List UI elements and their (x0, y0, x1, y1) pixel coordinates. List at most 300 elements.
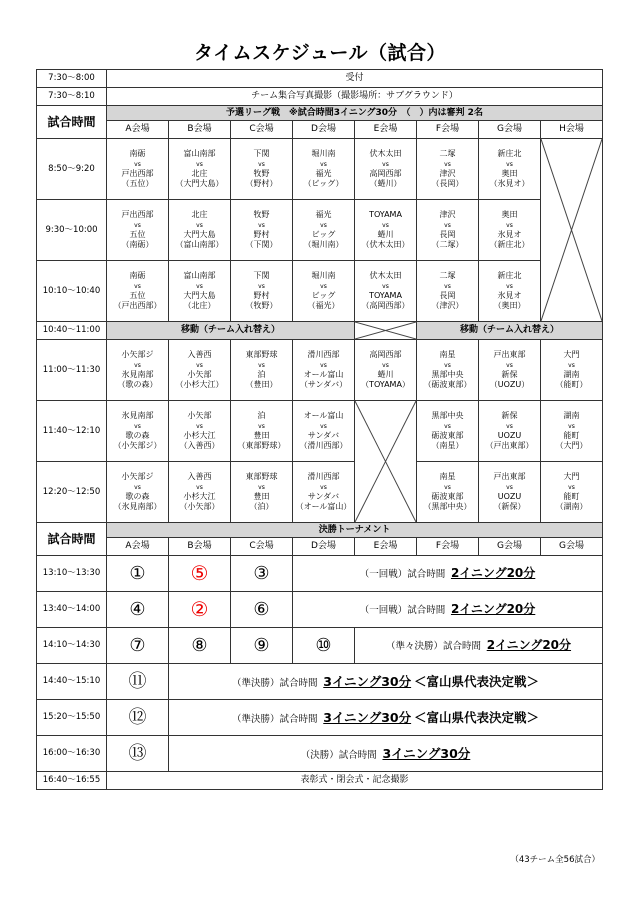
team-a: 二塚 (439, 271, 456, 280)
match-cell (479, 340, 541, 401)
team-b: 長岡 (439, 291, 456, 300)
umpire: （氷見南部） (113, 502, 162, 511)
vs-label: vs (258, 484, 265, 491)
team-a: 新庄北 (497, 271, 522, 280)
vs-label: vs (382, 161, 389, 168)
team-a: 津沢 (439, 210, 456, 219)
match-cell (107, 139, 169, 200)
team-b: 歌の森 (125, 492, 150, 501)
match-cell (541, 340, 603, 401)
match-cell (417, 200, 479, 261)
vs-label: vs (506, 423, 513, 430)
team-a: 富山南部 (183, 271, 216, 280)
tournament-row (37, 556, 603, 592)
match-cell (107, 261, 169, 322)
game-number (293, 628, 355, 664)
team-a: 小矢部 (187, 411, 212, 420)
match-cell (107, 340, 169, 401)
umpire: （二塚） (431, 240, 464, 249)
duration-label: 3イニング30分 (382, 745, 471, 761)
vs-label: vs (196, 222, 203, 229)
team-a: 下関 (253, 271, 270, 280)
team-a: 奥田 (501, 210, 518, 219)
league-row (37, 462, 603, 523)
vs-label: vs (444, 222, 451, 229)
event-cell: チーム集合写真撮影（撮影場所：サブグラウンド） (107, 88, 603, 106)
team-b: サンダバ (307, 492, 340, 501)
vs-label: vs (320, 362, 327, 369)
umpire: （堀川南） (303, 240, 344, 249)
umpire: （小杉大江） (175, 380, 224, 389)
team-a: 堀川南 (311, 271, 336, 280)
vs-label: vs (134, 161, 141, 168)
team-b: 歌の森 (125, 431, 150, 440)
umpire: （富山南部） (175, 240, 224, 249)
time-cell: 15:20～15:50 (37, 700, 107, 736)
tournament-row (37, 592, 603, 628)
vs-label: vs (568, 484, 575, 491)
reception-row (37, 70, 603, 88)
team-a: 下関 (253, 149, 270, 158)
match-cell (169, 462, 231, 523)
duration-label: 2イニング20分 (486, 638, 572, 653)
team-a: TOYAMA (369, 210, 402, 219)
venue-header: G会場 (541, 538, 603, 556)
umpire: （新保） (493, 502, 526, 511)
umpire: （UOZU） (489, 380, 530, 389)
time-cell: 12:20～12:50 (37, 462, 107, 523)
league-row (37, 261, 603, 322)
match-time-label: 試合時間 (37, 106, 107, 139)
umpire: （小矢部ジ） (113, 441, 162, 450)
team-b: 大門大島 (183, 230, 216, 239)
team-a: 伏木太田 (369, 149, 402, 158)
match-cell (107, 200, 169, 261)
game-number-label: ⑧ (191, 634, 208, 656)
game-number-label: ⑩ (315, 634, 332, 656)
match-cell (231, 261, 293, 322)
match-cell (293, 261, 355, 322)
venue-header: C会場 (231, 121, 293, 139)
team-a: 泊 (257, 411, 266, 420)
team-b: 戸出西部 (121, 169, 154, 178)
umpire: （歌の森） (117, 380, 158, 389)
time-cell: 14:10～14:30 (37, 628, 107, 664)
team-a: 牧野 (253, 210, 270, 219)
team-b: 蜷川 (377, 230, 394, 239)
vs-label: vs (134, 222, 141, 229)
game-number-label: ⑨ (253, 634, 270, 656)
match-cell (355, 340, 417, 401)
venue-header: C会場 (231, 538, 293, 556)
time-cell: 10:10～10:40 (37, 261, 107, 322)
round-label: （決勝）試合時間 (300, 749, 377, 761)
vs-label: vs (568, 362, 575, 369)
match-cell (479, 462, 541, 523)
venue-header: G会場 (479, 538, 541, 556)
team-a: 二塚 (439, 149, 456, 158)
game-number (231, 628, 293, 664)
team-a: 新保 (501, 411, 518, 420)
team-a: 戸出東部 (493, 350, 526, 359)
time-cell: 13:40～14:00 (37, 592, 107, 628)
match-time-label: 試合時間 (37, 523, 107, 556)
umpire: （南星） (431, 441, 464, 450)
team-a: 滑川西部 (307, 350, 340, 359)
match-cell (417, 340, 479, 401)
vs-label: vs (196, 161, 203, 168)
vs-label: vs (258, 222, 265, 229)
round-info (169, 700, 603, 736)
league-row (37, 401, 603, 462)
match-cell (417, 401, 479, 462)
vs-label: vs (506, 222, 513, 229)
game-number-label: ⑤ (190, 561, 209, 586)
team-b: 牧野 (253, 169, 270, 178)
team-a: 福光 (315, 210, 332, 219)
umpire: （豊田） (245, 380, 278, 389)
league-title-row (37, 106, 603, 121)
match-cell (293, 462, 355, 523)
vs-label: vs (382, 222, 389, 229)
team-b: 小杉大江 (183, 492, 216, 501)
cross-mark (355, 322, 416, 339)
vs-label: vs (258, 283, 265, 290)
umpire: （大門） (555, 441, 588, 450)
round-label: （一回戦）試合時間 (359, 605, 446, 617)
umpire: （泊） (249, 502, 274, 511)
umpire: （南砺） (121, 240, 154, 249)
team-b: サンダバ (307, 431, 340, 440)
umpire: （蜷川） (369, 179, 402, 188)
league-venue-row (37, 121, 603, 139)
match-cell (417, 139, 479, 200)
venue-header: H会場 (541, 121, 603, 139)
team-a: 湖南 (563, 411, 580, 420)
team-a: 滑川西部 (307, 472, 340, 481)
vs-label: vs (506, 484, 513, 491)
time-cell: 16:40～16:55 (37, 772, 107, 790)
team-a: 北庄 (191, 210, 208, 219)
team-b: 泊 (257, 370, 266, 379)
umpire: （氷見オ） (489, 179, 530, 188)
tournament-row (37, 736, 603, 772)
team-b: オール富山 (303, 370, 344, 379)
team-b: UOZU (497, 431, 522, 440)
team-a: 南砺 (129, 149, 146, 158)
game-number (169, 628, 231, 664)
duration-label: 2イニング20分 (450, 566, 536, 581)
final-note: ＜富山県代表決定戦＞ (413, 709, 539, 725)
page-title: タイムスケジュール（試合） (194, 42, 446, 64)
venue-header: F会場 (417, 538, 479, 556)
umpire: （サンダバ） (299, 380, 348, 389)
match-cell (541, 401, 603, 462)
duration-label: 2イニング20分 (450, 602, 536, 617)
unused-cross-cell (355, 322, 417, 340)
umpire: （戸出西部） (113, 301, 162, 310)
team-a: 南星 (439, 350, 456, 359)
team-a: 小矢部ジ (121, 472, 154, 481)
match-cell (293, 340, 355, 401)
umpire: （小矢部） (179, 502, 220, 511)
round-info (169, 736, 603, 772)
team-b: 北庄 (191, 169, 208, 178)
game-number-label: ① (129, 562, 146, 584)
round-info (293, 556, 603, 592)
team-b: 小矢部 (187, 370, 212, 379)
game-number-label: ⑦ (129, 634, 146, 656)
team-b: 湖南 (563, 370, 580, 379)
match-cell (231, 462, 293, 523)
team-b: 大門大島 (183, 291, 216, 300)
team-a: 東部野球 (245, 350, 278, 359)
cross-mark (355, 401, 416, 522)
team-a: 入善西 (187, 472, 212, 481)
vs-label: vs (134, 283, 141, 290)
team-a: 大門 (563, 472, 580, 481)
game-number-label: ⑫ (128, 706, 147, 728)
team-b: 高岡西部 (369, 169, 402, 178)
schedule-table (36, 69, 603, 790)
team-a: 黒部中央 (431, 411, 464, 420)
team-a: 伏木太田 (369, 271, 402, 280)
match-cell (417, 462, 479, 523)
league-row (37, 139, 603, 200)
vs-label: vs (320, 222, 327, 229)
unused-cross-cell (541, 139, 603, 322)
vs-label: vs (320, 484, 327, 491)
umpire: （ビッグ） (303, 179, 344, 188)
vs-label: vs (506, 362, 513, 369)
tournament-venue-row (37, 538, 603, 556)
move-label: 移動（チーム入れ替え） (107, 322, 355, 340)
venue-header: B会場 (169, 538, 231, 556)
game-number (169, 592, 231, 628)
match-cell (479, 401, 541, 462)
venue-header: D会場 (293, 538, 355, 556)
team-b: 氷見南部 (121, 370, 154, 379)
team-b: 野村 (253, 291, 270, 300)
team-b: ビッグ (311, 230, 336, 239)
match-cell (169, 401, 231, 462)
team-a: 南砺 (129, 271, 146, 280)
team-b: 能町 (563, 492, 580, 501)
league-row (37, 340, 603, 401)
venue-header: F会場 (417, 121, 479, 139)
match-cell (479, 139, 541, 200)
team-b: 福光 (315, 169, 332, 178)
vs-label: vs (320, 283, 327, 290)
team-a: 南星 (439, 472, 456, 481)
team-b: 津沢 (439, 169, 456, 178)
game-number (231, 556, 293, 592)
game-number (107, 628, 169, 664)
umpire: （五位） (121, 179, 154, 188)
match-cell (169, 340, 231, 401)
vs-label: vs (444, 283, 451, 290)
umpire: （伏木太田） (361, 240, 410, 249)
game-number (107, 700, 169, 736)
team-a: 堀川南 (311, 149, 336, 158)
game-number-label: ⑥ (253, 598, 270, 620)
time-cell: 10:40～11:00 (37, 322, 107, 340)
cross-mark (541, 139, 602, 321)
game-number (107, 736, 169, 772)
time-cell: 7:30～8:10 (37, 88, 107, 106)
match-cell (231, 200, 293, 261)
umpire: （戸出東部） (485, 441, 534, 450)
game-number-label: ③ (253, 562, 270, 584)
round-label: （一回戦）試合時間 (359, 569, 446, 581)
tournament-row (37, 664, 603, 700)
time-cell: 11:40～12:10 (37, 401, 107, 462)
game-number (107, 556, 169, 592)
game-number-label: ⑪ (128, 670, 147, 692)
vs-label: vs (506, 161, 513, 168)
unused-cross-cell (355, 401, 417, 523)
tournament-row (37, 628, 603, 664)
venue-header: B会場 (169, 121, 231, 139)
vs-label: vs (320, 423, 327, 430)
time-cell: 8:50～9:20 (37, 139, 107, 200)
footnote: （43チーム全56試合） (510, 855, 600, 865)
match-cell (169, 261, 231, 322)
vs-label: vs (444, 161, 451, 168)
vs-label: vs (258, 161, 265, 168)
team-a: 小矢部ジ (121, 350, 154, 359)
vs-label: vs (382, 283, 389, 290)
vs-label: vs (196, 484, 203, 491)
vs-label: vs (134, 362, 141, 369)
vs-label: vs (134, 484, 141, 491)
team-b: 能町 (563, 431, 580, 440)
match-cell (355, 139, 417, 200)
umpire: （福光） (307, 301, 340, 310)
umpire: （長岡） (431, 179, 464, 188)
move-label: 移動（チーム入れ替え） (417, 322, 603, 340)
team-b: 長岡 (439, 230, 456, 239)
team-b: 野村 (253, 230, 270, 239)
league-title: 予選リーグ戦 ※試合時間3イニング30分 （ ）内は審判 2名 (107, 106, 603, 121)
team-b: 氷見オ (497, 291, 522, 300)
tournament-title-row (37, 523, 603, 538)
vs-label: vs (196, 362, 203, 369)
vs-label: vs (506, 283, 513, 290)
ceremony-row (37, 772, 603, 790)
umpire: （湖南） (555, 502, 588, 511)
vs-label: vs (444, 423, 451, 430)
team-b: 五位 (129, 291, 146, 300)
umpire: （野村） (245, 179, 278, 188)
tournament-title: 決勝トーナメント (107, 523, 603, 538)
time-cell: 9:30～10:00 (37, 200, 107, 261)
umpire: （奥田） (493, 301, 526, 310)
venue-header: A会場 (107, 538, 169, 556)
venue-header: E会場 (355, 538, 417, 556)
umpire: （大門大島） (175, 179, 224, 188)
event-cell: 表彰式・閉会式・記念撮影 (107, 772, 603, 790)
match-cell (541, 462, 603, 523)
game-number (107, 592, 169, 628)
game-number (107, 664, 169, 700)
round-label: （準決勝）試合時間 (232, 677, 318, 689)
venue-header: D会場 (293, 121, 355, 139)
match-cell (231, 139, 293, 200)
match-cell (107, 462, 169, 523)
umpire: （滑川西部） (299, 441, 348, 450)
move-row (37, 322, 603, 340)
team-b: ビッグ (311, 291, 336, 300)
team-b: 黒部中央 (431, 370, 464, 379)
duration-label: 3イニング30分 (323, 673, 412, 689)
match-cell (293, 139, 355, 200)
time-cell: 7:30～8:00 (37, 70, 107, 88)
team-b: 小杉大江 (183, 431, 216, 440)
vs-label: vs (134, 423, 141, 430)
umpire: （下関） (245, 240, 278, 249)
vs-label: vs (444, 484, 451, 491)
vs-label: vs (568, 423, 575, 430)
team-b: 砺波東部 (431, 492, 464, 501)
match-cell (417, 261, 479, 322)
match-cell (293, 200, 355, 261)
final-note: ＜富山県代表決定戦＞ (413, 673, 539, 689)
time-cell: 13:10～13:30 (37, 556, 107, 592)
team-b: 豊田 (253, 492, 270, 501)
match-cell (169, 200, 231, 261)
vs-label: vs (258, 423, 265, 430)
team-a: 東部野球 (245, 472, 278, 481)
venue-header: G会場 (479, 121, 541, 139)
league-row (37, 200, 603, 261)
match-cell (231, 340, 293, 401)
vs-label: vs (382, 362, 389, 369)
team-a: 高岡西部 (369, 350, 402, 359)
umpire: （牧野） (245, 301, 278, 310)
game-number-label: ④ (129, 598, 146, 620)
game-number-label: ⑬ (128, 742, 147, 764)
match-cell (479, 200, 541, 261)
team-b: 新保 (501, 370, 518, 379)
match-cell (231, 401, 293, 462)
umpire: （入善西） (179, 441, 220, 450)
umpire: （砺波東部） (423, 380, 472, 389)
round-info (293, 592, 603, 628)
time-cell: 14:40～15:10 (37, 664, 107, 700)
venue-header: E会場 (355, 121, 417, 139)
vs-label: vs (258, 362, 265, 369)
umpire: （能町） (555, 380, 588, 389)
time-cell: 16:00～16:30 (37, 736, 107, 772)
round-label: （準決勝）試合時間 (232, 713, 318, 725)
team-b: 奥田 (501, 169, 518, 178)
photo-row (37, 88, 603, 106)
team-a: 大門 (563, 350, 580, 359)
umpire: （TOYAMA） (361, 380, 410, 389)
umpire: （オール富山） (295, 502, 352, 511)
team-b: 豊田 (253, 431, 270, 440)
team-b: 砺波東部 (431, 431, 464, 440)
team-a: 氷見南部 (121, 411, 154, 420)
team-b: TOYAMA (369, 291, 402, 300)
team-a: 戸出西部 (121, 210, 154, 219)
vs-label: vs (444, 362, 451, 369)
umpire: （新庄北） (489, 240, 530, 249)
game-number (169, 556, 231, 592)
tournament-row (37, 700, 603, 736)
team-a: 戸出東部 (493, 472, 526, 481)
